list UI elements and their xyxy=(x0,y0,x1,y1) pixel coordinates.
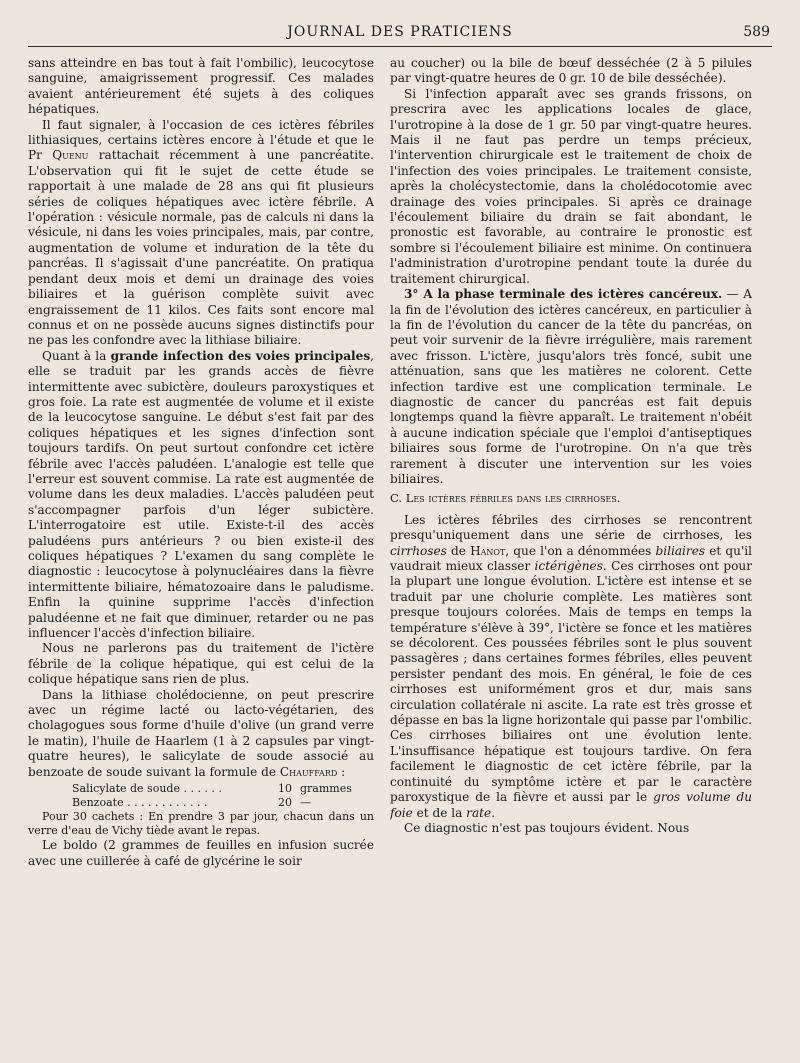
author-name: Chauffard xyxy=(279,764,338,779)
author-name: Quenu xyxy=(52,148,89,163)
formula-row: Salicylate de soude . . . . . . 10 grammes xyxy=(72,782,352,796)
formula-row: Benzoate . . . . . . . . . . . . 20 — xyxy=(72,796,311,810)
paragraph: 3° A la phase terminale des ictères cancéreux. — A la fin de l'évolution des ictères cancéreux, en particulier à la fin de l'évolution du cancer de la tête du pancréas, on peut voir survenir de la fièvre irrégulière, mais rarement avec frisson. L'ictère, jusqu'alors très foncé, subit une atténuation, sans que les matières ne colorent. Cette infection tardive est une complication terminale. Le diagnostic de cancer du pancréas est fait depuis longtemps quand la fièvre apparaît. Le traitement n'obéit à aucune indication spéciale que l'emploi d'antiseptiques biliaires sous forme de l'urotropine. On n'a que très rarement à discuter une intervention sur les voies biliaires. xyxy=(390,287,752,486)
bold-term: 3° A la phase terminale des ictères cancéreux. xyxy=(404,287,723,302)
left-column xyxy=(28,56,374,1056)
paragraph: Ce diagnostic n'est pas toujours évident. Nous xyxy=(404,820,690,835)
bold-term: grande infection des voies principales xyxy=(110,348,371,363)
prescription-formula xyxy=(72,782,374,810)
author-name: Hanot xyxy=(470,543,506,558)
paragraph: sans atteindre en bas tout à fait l'ombilic), leucocytose sanguine, amaigrissement progressif. Ces malades avaient antérieurement été sujets à des coliques hépatiques. xyxy=(28,56,374,117)
page-number: 589 xyxy=(743,24,770,40)
paragraph: Si l'infection apparaît avec ses grands frissons, on prescrira avec les applications locales de glace, l'urotropine à la dose de 1 gr. 50 par vingt-quatre heures. Mais il ne faut pas perdre un temps précieux, l'intervention chirurgicale est le traitement de choix de l'infection des voies principales. Le traitement consiste, après la cholécystectomie, dans la cholédocotomie avec drainage des voies principales. Si après ce drainage l'écoulement biliaire du drain se fait abondant, le pronostic est favorable, au contraire le pronostic est sombre si l'écoulement biliaire est minime. On continuera l'administration d'urotropine pendant toute la durée du traitement chirurgical. xyxy=(390,86,752,286)
right-column xyxy=(390,56,752,1056)
paragraph: au coucher) ou la bile de bœuf desséchée (2 à 5 pilules par vingt-quatre heures de 0 gr. 10 de bile desséchée). xyxy=(390,56,752,86)
paragraph: Dans la lithiase cholédocienne, on peut prescrire avec un régime lacté ou lacto-végétarien, des cholagogues sous forme d'huile d'olive (un grand verre le matin), l'huile de Haarlem (1 à 2 capsules par vingt-quatre heures), le salicylate de soude associé au benzoate de soude suivant la formule de Chauffard : xyxy=(28,687,374,779)
section-heading: C. Les ictères fébriles dans les cirrhoses. xyxy=(390,491,621,506)
paragraph: Quant à la grande infection des voies principales, elle se traduit par les grands accès de fièvre intermittente avec subictère, douleurs paroxystiques et gros foie. La rate est augmentée de volume et il existe de la leucocytose sanguine. Le début s'est fait par des coliques hépatiques et les signes d'infection sont toujours tardifs. On peut surtout confondre cet ictère fébrile avec l'accès paludéen. L'analogie est telle que l'erreur est souvent commise. La rate est augmentée de volume dans les deux maladies. L'accès paludéen peut s'accompagner parfois d'un léger subictère. L'interrogatoire est utile. Existe-t-il des accès paludéens purs antérieurs ? ou bien existe-il des coliques hépatiques ? L'examen du sang complète le diagnostic : leucocytose à polynucléaires dans la fièvre intermittente biliaire, hématozoaire dans le paludisme. Enfin la quinine supprime l'accès d'infection paludéenne et ne fait que diminuer, retarder ou ne pas influencer l'accès d'infection biliaire. xyxy=(28,348,374,641)
paragraph: Le boldo (2 grammes de feuilles en infusion sucrée avec une cuillerée à café de glycérine le soir xyxy=(28,838,374,868)
journal-title: JOURNAL DES PRATICIENS xyxy=(287,24,513,40)
header-rule xyxy=(28,46,772,47)
paragraph: Les ictères fébriles des cirrhoses se rencontrent presqu'uniquement dans une série de cirrhoses, les cirrhoses de Hanot, que l'on a dénommées biliaires et qu'il vaudrait mieux classer ictérigènes. Ces cirrhoses ont pour la plupart une longue évolution. L'ictère est intense et se traduit par une cholurie complète. Les matières sont presque toujours colorées. Mais de temps en temps la température s'élève à 39°, l'ictère se fonce et les matières se décolorent. Ces poussées fébriles sont le plus souvent passagères ; dans certaines formes fébriles, elles peuvent persister pendant des mois. En général, le foie de ces cirrhoses est uniformément gros et dur, mais sans circulation collatérale ni ascite. La rate est très grosse et dépasse en bas la ligne horizontale qui passe par l'ombilic. Ces cirrhoses biliaires ont une évolution lente. L'insuffisance hépatique est toujours tardive. On fera facilement le diagnostic de cet ictère fébrile, par la continuité du symptôme ictère et par le caractère paroxystique de la fièvre et aussi par le gros volume du foie et de la rate. xyxy=(390,512,752,820)
paragraph: Il faut signaler, à l'occasion de ces ictères fébriles lithiasiques, certains ictères encore à l'étude et que le Pr Quenu rattachait récemment à une pancréatite. L'observation qui fit le sujet de cette étude se rapportait à une malade de 28 ans qui fit plusieurs séries de coliques hépatiques avec ictère fébrile. A l'opération : vésicule normale, pas de calculs ni dans la vésicule, ni dans les voies principales, mais, par contre, augmentation de volume et induration de la tête du pancréas. Il s'agissait d'une pancréatite. On pratiqua pendant deux mois et demi un drainage des voies biliaires et la guérison complète suivit avec engraissement de 11 kilos. Ces faits sont encore mal connus et on ne possède aucuns signes distinctifs pour ne pas les confondre avec la lithiase biliaire. xyxy=(28,117,374,348)
running-header xyxy=(28,24,772,46)
prescription-note: Pour 30 cachets : En prendre 3 par jour, chacun dans un verre d'eau de Vichy tiède avant le repas. xyxy=(28,810,374,838)
paragraph: Nous ne parlerons pas du traitement de l'ictère fébrile de la colique hépatique, qui est celui de la colique hépatique sans rien de plus. xyxy=(28,641,374,687)
